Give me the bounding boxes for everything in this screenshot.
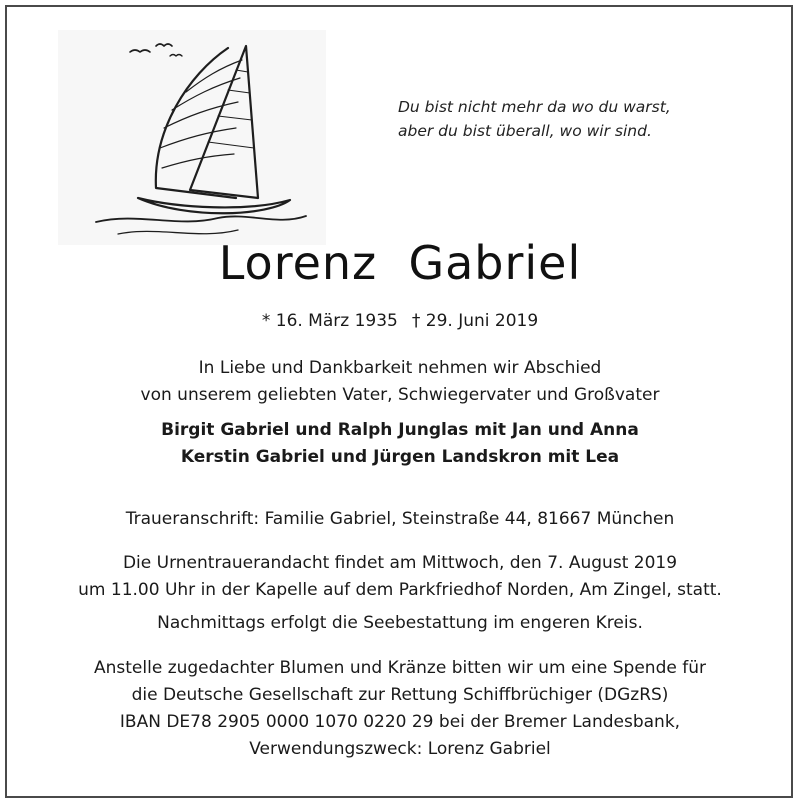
- hull-shape: [138, 198, 290, 213]
- donation-line: IBAN DE78 2905 0000 1070 0220 29 bei der Bremer Landesbank,: [119, 712, 681, 732]
- quote: [398, 95, 671, 143]
- donation-line: Verwendungszweck: Lorenz Gabriel: [249, 739, 551, 759]
- farewell-line: von unserem geliebten Vater, Schwiegervater und Großvater: [140, 385, 660, 405]
- burial-line: Nachmittags erfolgt die Seebestattung im engeren Kreis.: [157, 613, 643, 633]
- farewell-line: In Liebe und Dankbarkeit nehmen wir Abschied: [198, 358, 602, 378]
- quote-line: aber du bist überall, wo wir sind.: [398, 122, 652, 140]
- life-dates: [0, 311, 800, 331]
- birth-date: * 16. März 1935: [261, 311, 398, 331]
- sailboat-icon: [58, 30, 326, 245]
- death-date: † 29. Juni 2019: [411, 311, 539, 331]
- bird-shape: [130, 50, 150, 52]
- wave-shape: [96, 216, 306, 222]
- mourner-line: Birgit Gabriel und Ralph Junglas mit Jan und Anna: [161, 420, 639, 440]
- mainsail-shape: [190, 46, 258, 198]
- quote-line: Du bist nicht mehr da wo du warst,: [398, 98, 671, 116]
- bird-shape: [170, 55, 182, 57]
- mourning-address: Traueranschrift: Familie Gabriel, Steinstraße 44, 81667 München: [125, 509, 675, 529]
- ceremony-line: Die Urnentrauerandacht findet am Mittwoch, den 7. August 2019: [122, 553, 678, 573]
- bird-shape: [156, 44, 172, 46]
- mourner-line: Kerstin Gabriel und Jürgen Landskron mit Lea: [180, 447, 620, 467]
- donation-line: Anstelle zugedachter Blumen und Kränze bitten wir um eine Spende für: [94, 658, 706, 678]
- deceased-name: Lorenz Gabriel: [218, 236, 582, 290]
- ceremony-line: um 11.00 Uhr in der Kapelle auf dem Parkfriedhof Norden, Am Zingel, statt.: [78, 580, 722, 600]
- donation-line: die Deutsche Gesellschaft zur Rettung Schiffbrüchiger (DGzRS): [131, 685, 669, 705]
